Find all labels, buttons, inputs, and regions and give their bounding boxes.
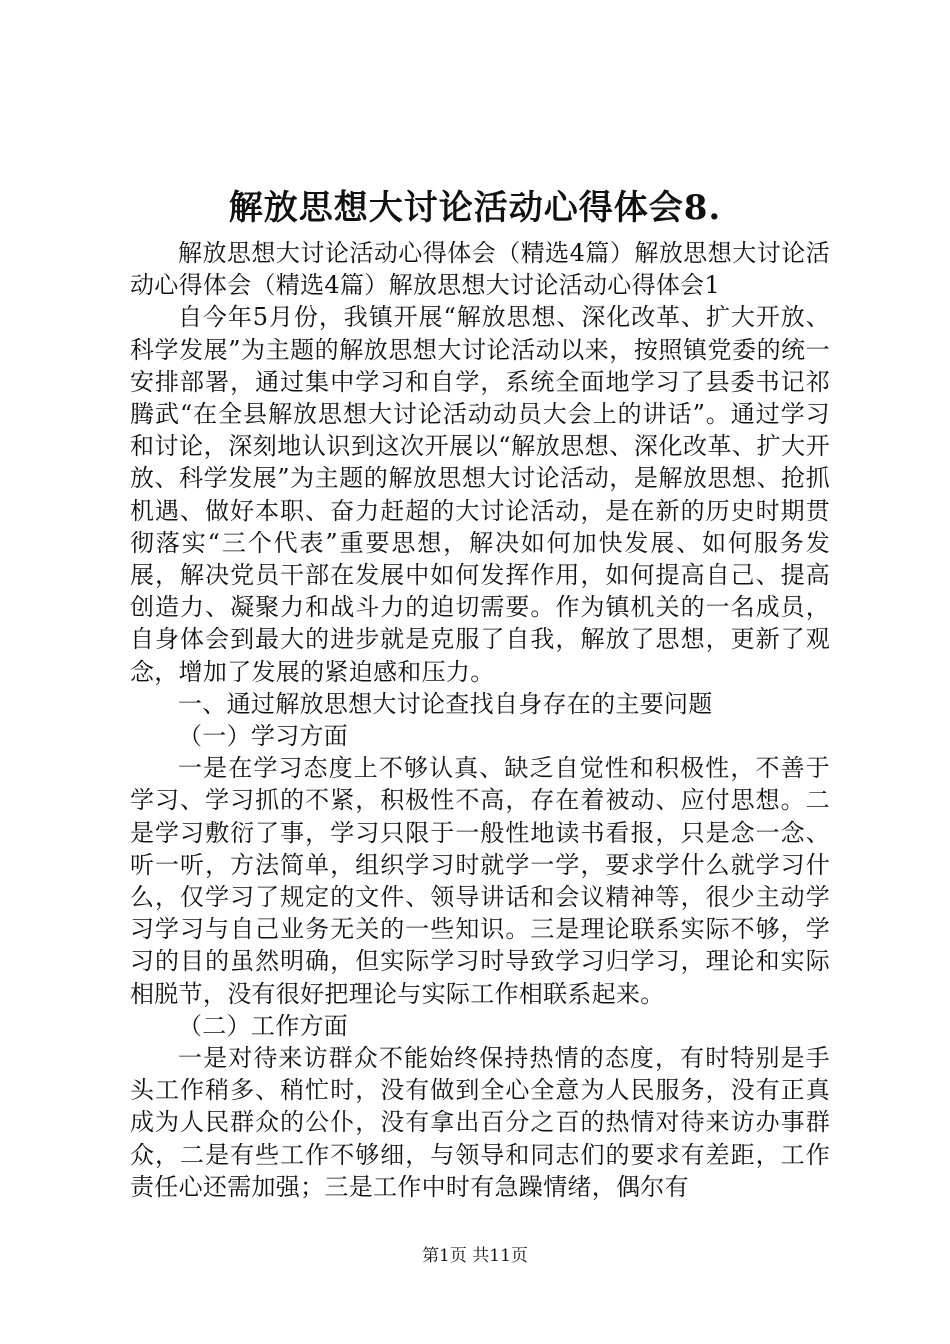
document-body bbox=[130, 237, 830, 1203]
section-heading-1: 一、通过解放思想大讨论查找自身存在的主要问题 bbox=[178, 689, 713, 718]
paragraph-intro: 解放思想大讨论活动心得体会（精选4篇）解放思想大讨论活动心得体会（精选4篇）解放思想大讨论活动心得体会1 bbox=[130, 239, 830, 300]
subsection-heading-work: （二）工作方面 bbox=[178, 1011, 349, 1040]
page-number-footer: 第1页 共11页 bbox=[422, 1246, 528, 1266]
paragraph-main: 自今年5月份，我镇开展“解放思想、深化改革、扩大开放、科学发展”为主题的解放思想大讨论活动以来，按照镇党委的统一安排部署，通过集中学习和自学，系统全面地学习了县委书记祁腾武“在全县解放思想大讨论活动动员大会上的讲话”。通过学习和讨论，深刻地认识到这次开展以“解放思想、深化改革、扩大开放、科学发展”为主题的解放思想大讨论活动，是解放思想、抢抓机遇、做好本职、奋力赶超的大讨论活动，是在新的历史时期贯彻落实“三个代表”重要思想，解决如何加快发展、如何服务发展，解决党员干部在发展中如何发挥作用，如何提高自己、提高创造力、凝聚力和战斗力的迫切需要。作为镇机关的一名成员，自身体会到最大的进步就是克服了自我，解放了思想，更新了观念，增加了发展的紧迫感和压力。 bbox=[130, 303, 830, 686]
paragraph-study: 一是在学习态度上不够认真、缺乏自觉性和积极性，不善于学习、学习抓的不紧，积极性不高，存在着被动、应付思想。二是学习敷衍了事，学习只限于一般性地读书看报，只是念一念、听一听，方法简单，组织学习时就学一学，要求学什么就学习什么，仅学习了规定的文件、领导讲话和会议精神等，很少主动学习学习与自己业务无关的一些知识。三是理论联系实际不够，学习的目的虽然明确，但实际学习时导致学习归学习，理论和实际相脱节，没有很好把理论与实际工作相联系起来。 bbox=[130, 754, 830, 1008]
paragraph-work: 一是对待来访群众不能始终保持热情的态度，有时特别是手头工作稍多、稍忙时，没有做到全心全意为人民服务，没有正真成为人民群众的公仆，没有拿出百分之百的热情对待来访办事群众，二是有些工作不够细，与领导和同志们的要求有差距，工作责任心还需加强；三是工作中时有急躁情绪，偶尔有 bbox=[130, 1044, 830, 1201]
document-title: 解放思想大讨论活动心得体会8. bbox=[228, 188, 722, 228]
subsection-heading-study: （一）学习方面 bbox=[178, 722, 349, 751]
